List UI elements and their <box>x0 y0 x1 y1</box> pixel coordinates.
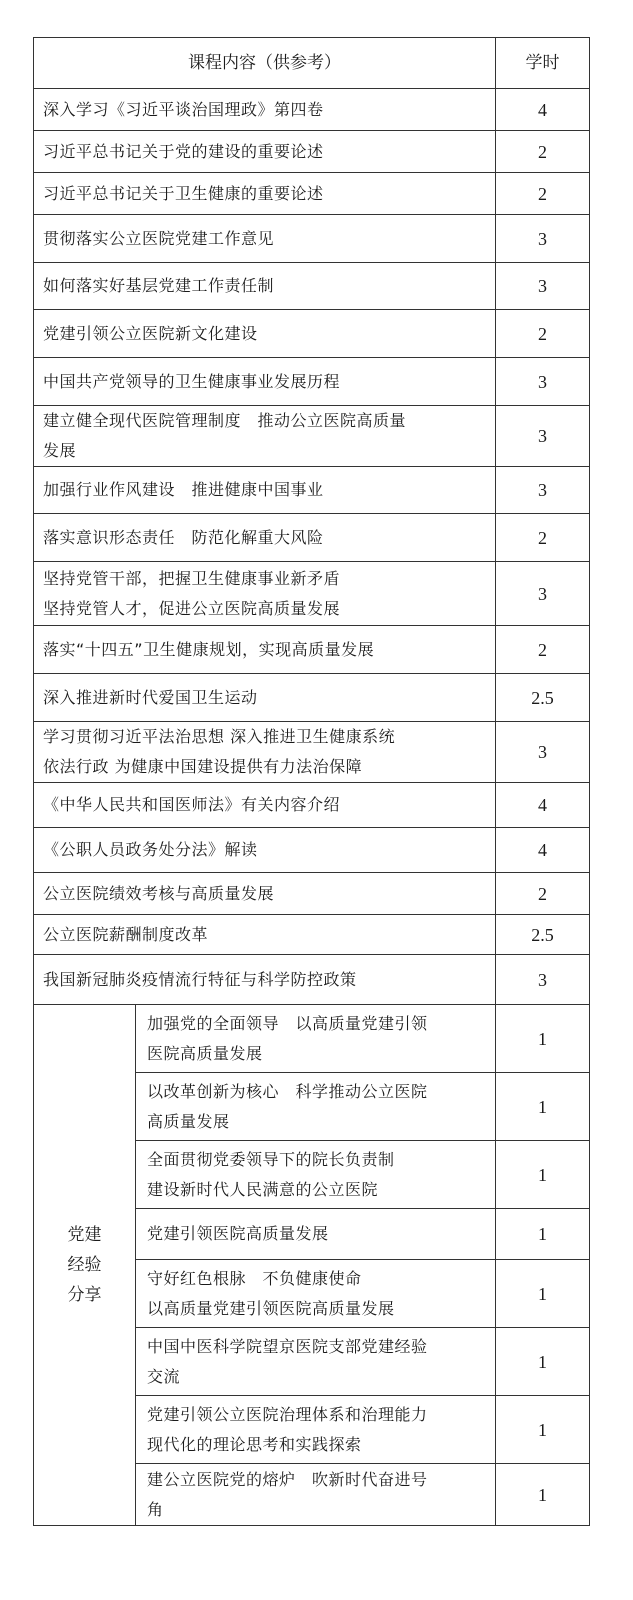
course-text-line: 《中华人民共和国医师法》有关内容介绍 <box>43 795 341 814</box>
course-text-line: 建设新时代人民满意的公立医院 <box>147 1179 379 1199</box>
course-text-line: 落实“十四五”卫生健康规划，实现高质量发展 <box>43 639 375 659</box>
table-row <box>34 783 590 828</box>
course-content-cell <box>34 131 496 173</box>
course-text-line: 我国新冠肺炎疫情流行特征与科学防控政策 <box>43 969 357 989</box>
table-body <box>34 89 590 1526</box>
course-text-line: 全面贯彻党委领导下的院长负责制 <box>147 1149 395 1169</box>
course-hours-cell: 3 <box>496 562 590 626</box>
sharing-topic-cell <box>136 1209 496 1260</box>
course-table <box>33 37 590 1526</box>
course-text-line: 党建引领公立医院治理体系和治理能力 <box>147 1404 428 1424</box>
sharing-topic-cell <box>136 1141 496 1209</box>
course-hours-cell: 1 <box>496 1328 590 1396</box>
course-text-line: 坚持党管人才，促进公立医院高质量发展 <box>43 598 341 618</box>
table-row <box>34 131 590 173</box>
course-text-line: 公立医院薪酬制度改革 <box>43 924 209 944</box>
course-content-cell <box>34 626 496 674</box>
group-label-cell <box>34 1005 136 1526</box>
course-hours-cell: 1 <box>496 1141 590 1209</box>
course-text-line: 党建引领医院高质量发展 <box>147 1224 329 1243</box>
course-text-line: 以改革创新为核心 科学推动公立医院 <box>147 1081 428 1101</box>
course-hours-cell: 2 <box>496 626 590 674</box>
course-hours-cell: 1 <box>496 1396 590 1464</box>
table-row <box>34 1005 590 1073</box>
course-content-cell <box>34 955 496 1005</box>
course-content-cell <box>34 310 496 358</box>
course-text-line: 角 <box>147 1499 164 1519</box>
course-hours-cell: 2 <box>496 514 590 562</box>
course-hours-cell: 1 <box>496 1464 590 1526</box>
course-hours-cell: 3 <box>496 406 590 467</box>
course-content-cell <box>34 263 496 310</box>
course-content-cell <box>34 514 496 562</box>
group-label-line: 党建 <box>67 1225 102 1245</box>
course-hours-cell: 2 <box>496 873 590 915</box>
course-text-line: 中国共产党领导的卫生健康事业发展历程 <box>43 371 341 391</box>
course-content-cell <box>34 406 496 467</box>
table-row <box>34 310 590 358</box>
course-hours-cell: 2 <box>496 310 590 358</box>
course-hours-cell: 2 <box>496 131 590 173</box>
table-header-row <box>34 38 590 89</box>
course-text-line: 《公职人员政务处分法》解读 <box>43 840 258 859</box>
course-text-line: 学习贯彻习近平法治思想 深入推进卫生健康系统 <box>43 727 396 746</box>
course-hours-cell: 1 <box>496 1073 590 1141</box>
course-text-line: 贯彻落实公立医院党建工作意见 <box>43 228 275 248</box>
table-row <box>34 89 590 131</box>
table-row <box>34 173 590 215</box>
course-text-line: 现代化的理论思考和实践探索 <box>147 1434 362 1454</box>
sharing-topic-cell <box>136 1396 496 1464</box>
course-text-line: 落实意识形态责任 防范化解重大风险 <box>43 527 324 547</box>
table-row <box>34 674 590 722</box>
course-hours-cell: 2.5 <box>496 915 590 955</box>
course-content-cell <box>34 783 496 828</box>
course-text-line: 以高质量党建引领医院高质量发展 <box>147 1298 395 1318</box>
course-content-cell <box>34 173 496 215</box>
table-row <box>34 358 590 406</box>
table-row <box>34 626 590 674</box>
course-text-line: 习近平总书记关于卫生健康的重要论述 <box>43 183 324 203</box>
course-content-cell <box>34 89 496 131</box>
course-text-line: 发展 <box>43 441 77 460</box>
course-hours-cell: 3 <box>496 467 590 514</box>
course-hours-cell: 1 <box>496 1260 590 1328</box>
course-content-cell <box>34 467 496 514</box>
course-hours-cell: 3 <box>496 215 590 263</box>
course-text-line: 深入学习《习近平谈治国理政》第四卷 <box>43 99 324 119</box>
course-text-line: 深入推进新时代爱国卫生运动 <box>43 687 258 707</box>
course-text-line: 如何落实好基层党建工作责任制 <box>43 276 275 295</box>
course-hours-cell: 1 <box>496 1209 590 1260</box>
course-text-line: 高质量发展 <box>147 1111 230 1131</box>
course-content-cell <box>34 358 496 406</box>
table-row <box>34 263 590 310</box>
course-hours-cell: 3 <box>496 722 590 783</box>
course-hours-cell: 2 <box>496 173 590 215</box>
table-row <box>34 514 590 562</box>
sharing-topic-cell <box>136 1073 496 1141</box>
course-hours-cell: 4 <box>496 828 590 873</box>
course-text-line: 医院高质量发展 <box>147 1043 263 1063</box>
course-text-line: 交流 <box>147 1366 181 1386</box>
course-text-line: 建立健全现代医院管理制度 推动公立医院高质量 <box>43 411 407 430</box>
course-hours-cell: 1 <box>496 1005 590 1073</box>
course-text-line: 加强行业作风建设 推进健康中国事业 <box>43 480 324 499</box>
course-text-line: 党建引领公立医院新文化建设 <box>43 323 258 343</box>
course-hours-cell: 4 <box>496 783 590 828</box>
table-row <box>34 215 590 263</box>
table-row <box>34 873 590 915</box>
table-row <box>34 915 590 955</box>
sharing-topic-cell <box>136 1005 496 1073</box>
course-content-cell <box>34 215 496 263</box>
sharing-topic-cell <box>136 1464 496 1526</box>
sharing-topic-cell <box>136 1260 496 1328</box>
group-label-line: 分享 <box>67 1285 102 1305</box>
course-text-line: 依法行政 为健康中国建设提供有力法治保障 <box>43 757 363 776</box>
course-hours-cell: 2.5 <box>496 674 590 722</box>
course-hours-cell: 3 <box>496 263 590 310</box>
course-text-line: 中国中医科学院望京医院支部党建经验 <box>147 1336 428 1356</box>
table-row <box>34 406 590 467</box>
course-text-line: 坚持党管干部，把握卫生健康事业新矛盾 <box>43 568 341 588</box>
course-text-line: 建公立医院党的熔炉 吹新时代奋进号 <box>147 1469 428 1489</box>
course-text-line: 守好红色根脉 不负健康使命 <box>147 1268 362 1288</box>
course-text-line: 习近平总书记关于党的建设的重要论述 <box>43 141 324 161</box>
course-hours-cell: 4 <box>496 89 590 131</box>
group-label-line: 经验 <box>67 1255 102 1275</box>
course-content-cell <box>34 915 496 955</box>
course-text-line: 公立医院绩效考核与高质量发展 <box>43 883 275 903</box>
table-row <box>34 722 590 783</box>
header-course-content: 课程内容（供参考） <box>34 38 496 89</box>
table-row <box>34 467 590 514</box>
table-row <box>34 955 590 1005</box>
course-hours-cell: 3 <box>496 955 590 1005</box>
header-hours: 学时 <box>496 38 590 89</box>
course-hours-cell: 3 <box>496 358 590 406</box>
course-content-cell <box>34 674 496 722</box>
course-content-cell <box>34 562 496 626</box>
sharing-topic-cell <box>136 1328 496 1396</box>
course-content-cell <box>34 722 496 783</box>
course-content-cell <box>34 828 496 873</box>
course-content-cell <box>34 873 496 915</box>
table-row <box>34 562 590 626</box>
table-row <box>34 828 590 873</box>
course-text-line: 加强党的全面领导 以高质量党建引领 <box>147 1013 428 1033</box>
